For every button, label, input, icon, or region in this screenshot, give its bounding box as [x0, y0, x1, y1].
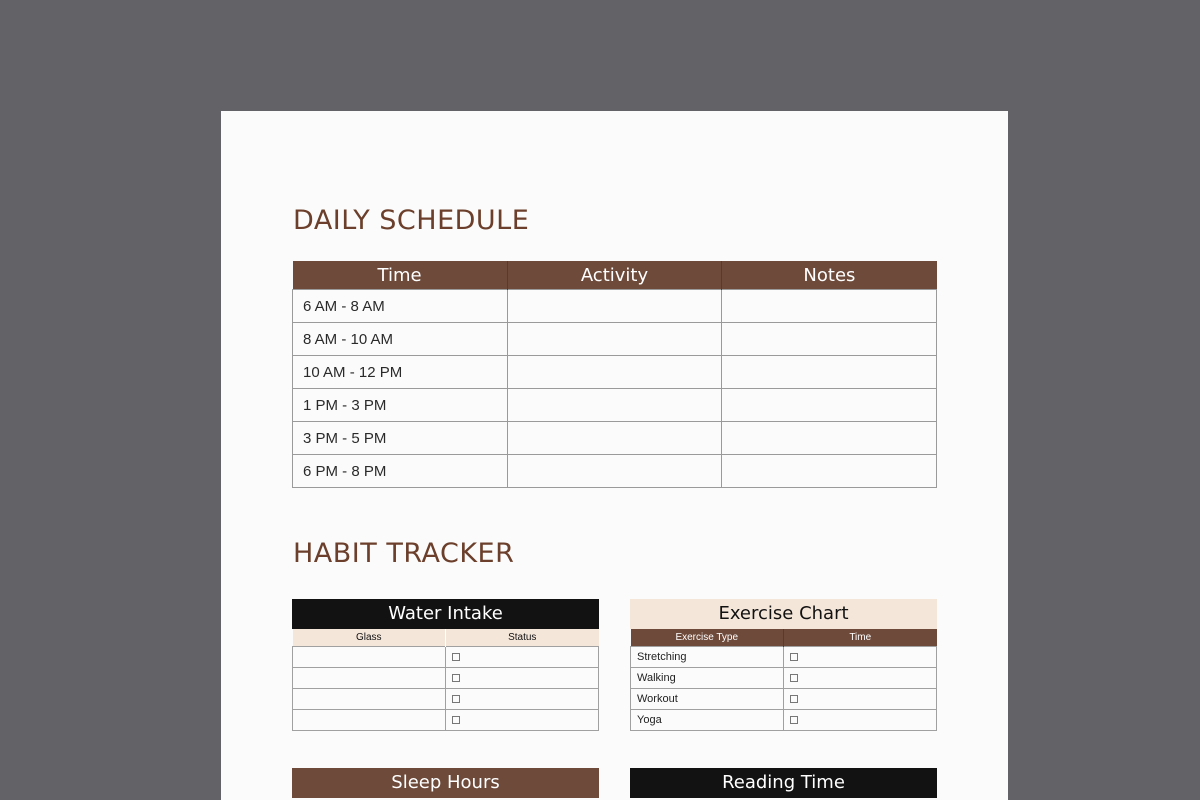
planner-page [221, 111, 1008, 800]
reading-time-card [630, 768, 937, 798]
table-row [293, 389, 937, 422]
time-cell: 8 AM - 10 AM [293, 323, 508, 356]
checkbox[interactable] [790, 695, 798, 703]
activity-cell[interactable] [507, 422, 722, 455]
schedule-header-row [293, 261, 937, 290]
table-row [293, 689, 599, 710]
column-header-status: Status [446, 629, 599, 647]
notes-cell[interactable] [722, 290, 937, 323]
status-cell [446, 647, 599, 668]
column-header-notes: Notes [722, 261, 937, 290]
glass-cell[interactable] [293, 689, 446, 710]
notes-cell[interactable] [722, 422, 937, 455]
table-row [631, 689, 937, 710]
exercise-chart-title: Exercise Chart [630, 599, 937, 629]
table-row [293, 647, 599, 668]
activity-cell[interactable] [507, 323, 722, 356]
reading-time-title: Reading Time [630, 768, 937, 798]
time-cell: 3 PM - 5 PM [293, 422, 508, 455]
table-row [631, 668, 937, 689]
exercise-type-cell: Stretching [631, 647, 784, 668]
table-row [293, 422, 937, 455]
sleep-hours-card [292, 768, 599, 798]
exercise-type-cell: Walking [631, 668, 784, 689]
column-header-time: Time [293, 261, 508, 290]
checkbox[interactable] [452, 695, 460, 703]
table-row [293, 710, 599, 731]
table-row [293, 323, 937, 356]
checkbox[interactable] [790, 716, 798, 724]
exercise-chart-table [630, 629, 937, 731]
table-row [631, 710, 937, 731]
sleep-hours-title: Sleep Hours [292, 768, 599, 798]
water-intake-card [292, 599, 599, 731]
activity-cell[interactable] [507, 389, 722, 422]
exercise-type-cell: Yoga [631, 710, 784, 731]
glass-cell[interactable] [293, 668, 446, 689]
exercise-type-cell: Workout [631, 689, 784, 710]
notes-cell[interactable] [722, 356, 937, 389]
time-cell [784, 689, 937, 710]
time-cell [784, 668, 937, 689]
time-cell [784, 710, 937, 731]
notes-cell[interactable] [722, 389, 937, 422]
table-row [293, 356, 937, 389]
water-intake-title: Water Intake [292, 599, 599, 629]
status-cell [446, 668, 599, 689]
column-header-activity: Activity [507, 261, 722, 290]
column-header-glass: Glass [293, 629, 446, 647]
glass-cell[interactable] [293, 710, 446, 731]
status-cell [446, 710, 599, 731]
table-row [293, 455, 937, 488]
exercise-chart-card [630, 599, 937, 731]
time-cell: 10 AM - 12 PM [293, 356, 508, 389]
activity-cell[interactable] [507, 455, 722, 488]
notes-cell[interactable] [722, 323, 937, 356]
time-cell [784, 647, 937, 668]
checkbox[interactable] [790, 674, 798, 682]
table-row [293, 290, 937, 323]
checkbox[interactable] [452, 653, 460, 661]
status-cell [446, 689, 599, 710]
checkbox[interactable] [790, 653, 798, 661]
time-cell: 6 PM - 8 PM [293, 455, 508, 488]
habit-tracker-title: HABIT TRACKER [293, 538, 515, 569]
daily-schedule-table [292, 261, 937, 488]
column-header-time: Time [784, 629, 937, 647]
checkbox[interactable] [452, 674, 460, 682]
column-header-exercise-type: Exercise Type [631, 629, 784, 647]
notes-cell[interactable] [722, 455, 937, 488]
daily-schedule-title: DAILY SCHEDULE [293, 205, 530, 236]
glass-cell[interactable] [293, 647, 446, 668]
checkbox[interactable] [452, 716, 460, 724]
activity-cell[interactable] [507, 290, 722, 323]
time-cell: 1 PM - 3 PM [293, 389, 508, 422]
water-intake-table [292, 629, 599, 731]
activity-cell[interactable] [507, 356, 722, 389]
time-cell: 6 AM - 8 AM [293, 290, 508, 323]
table-row [631, 647, 937, 668]
table-row [293, 668, 599, 689]
